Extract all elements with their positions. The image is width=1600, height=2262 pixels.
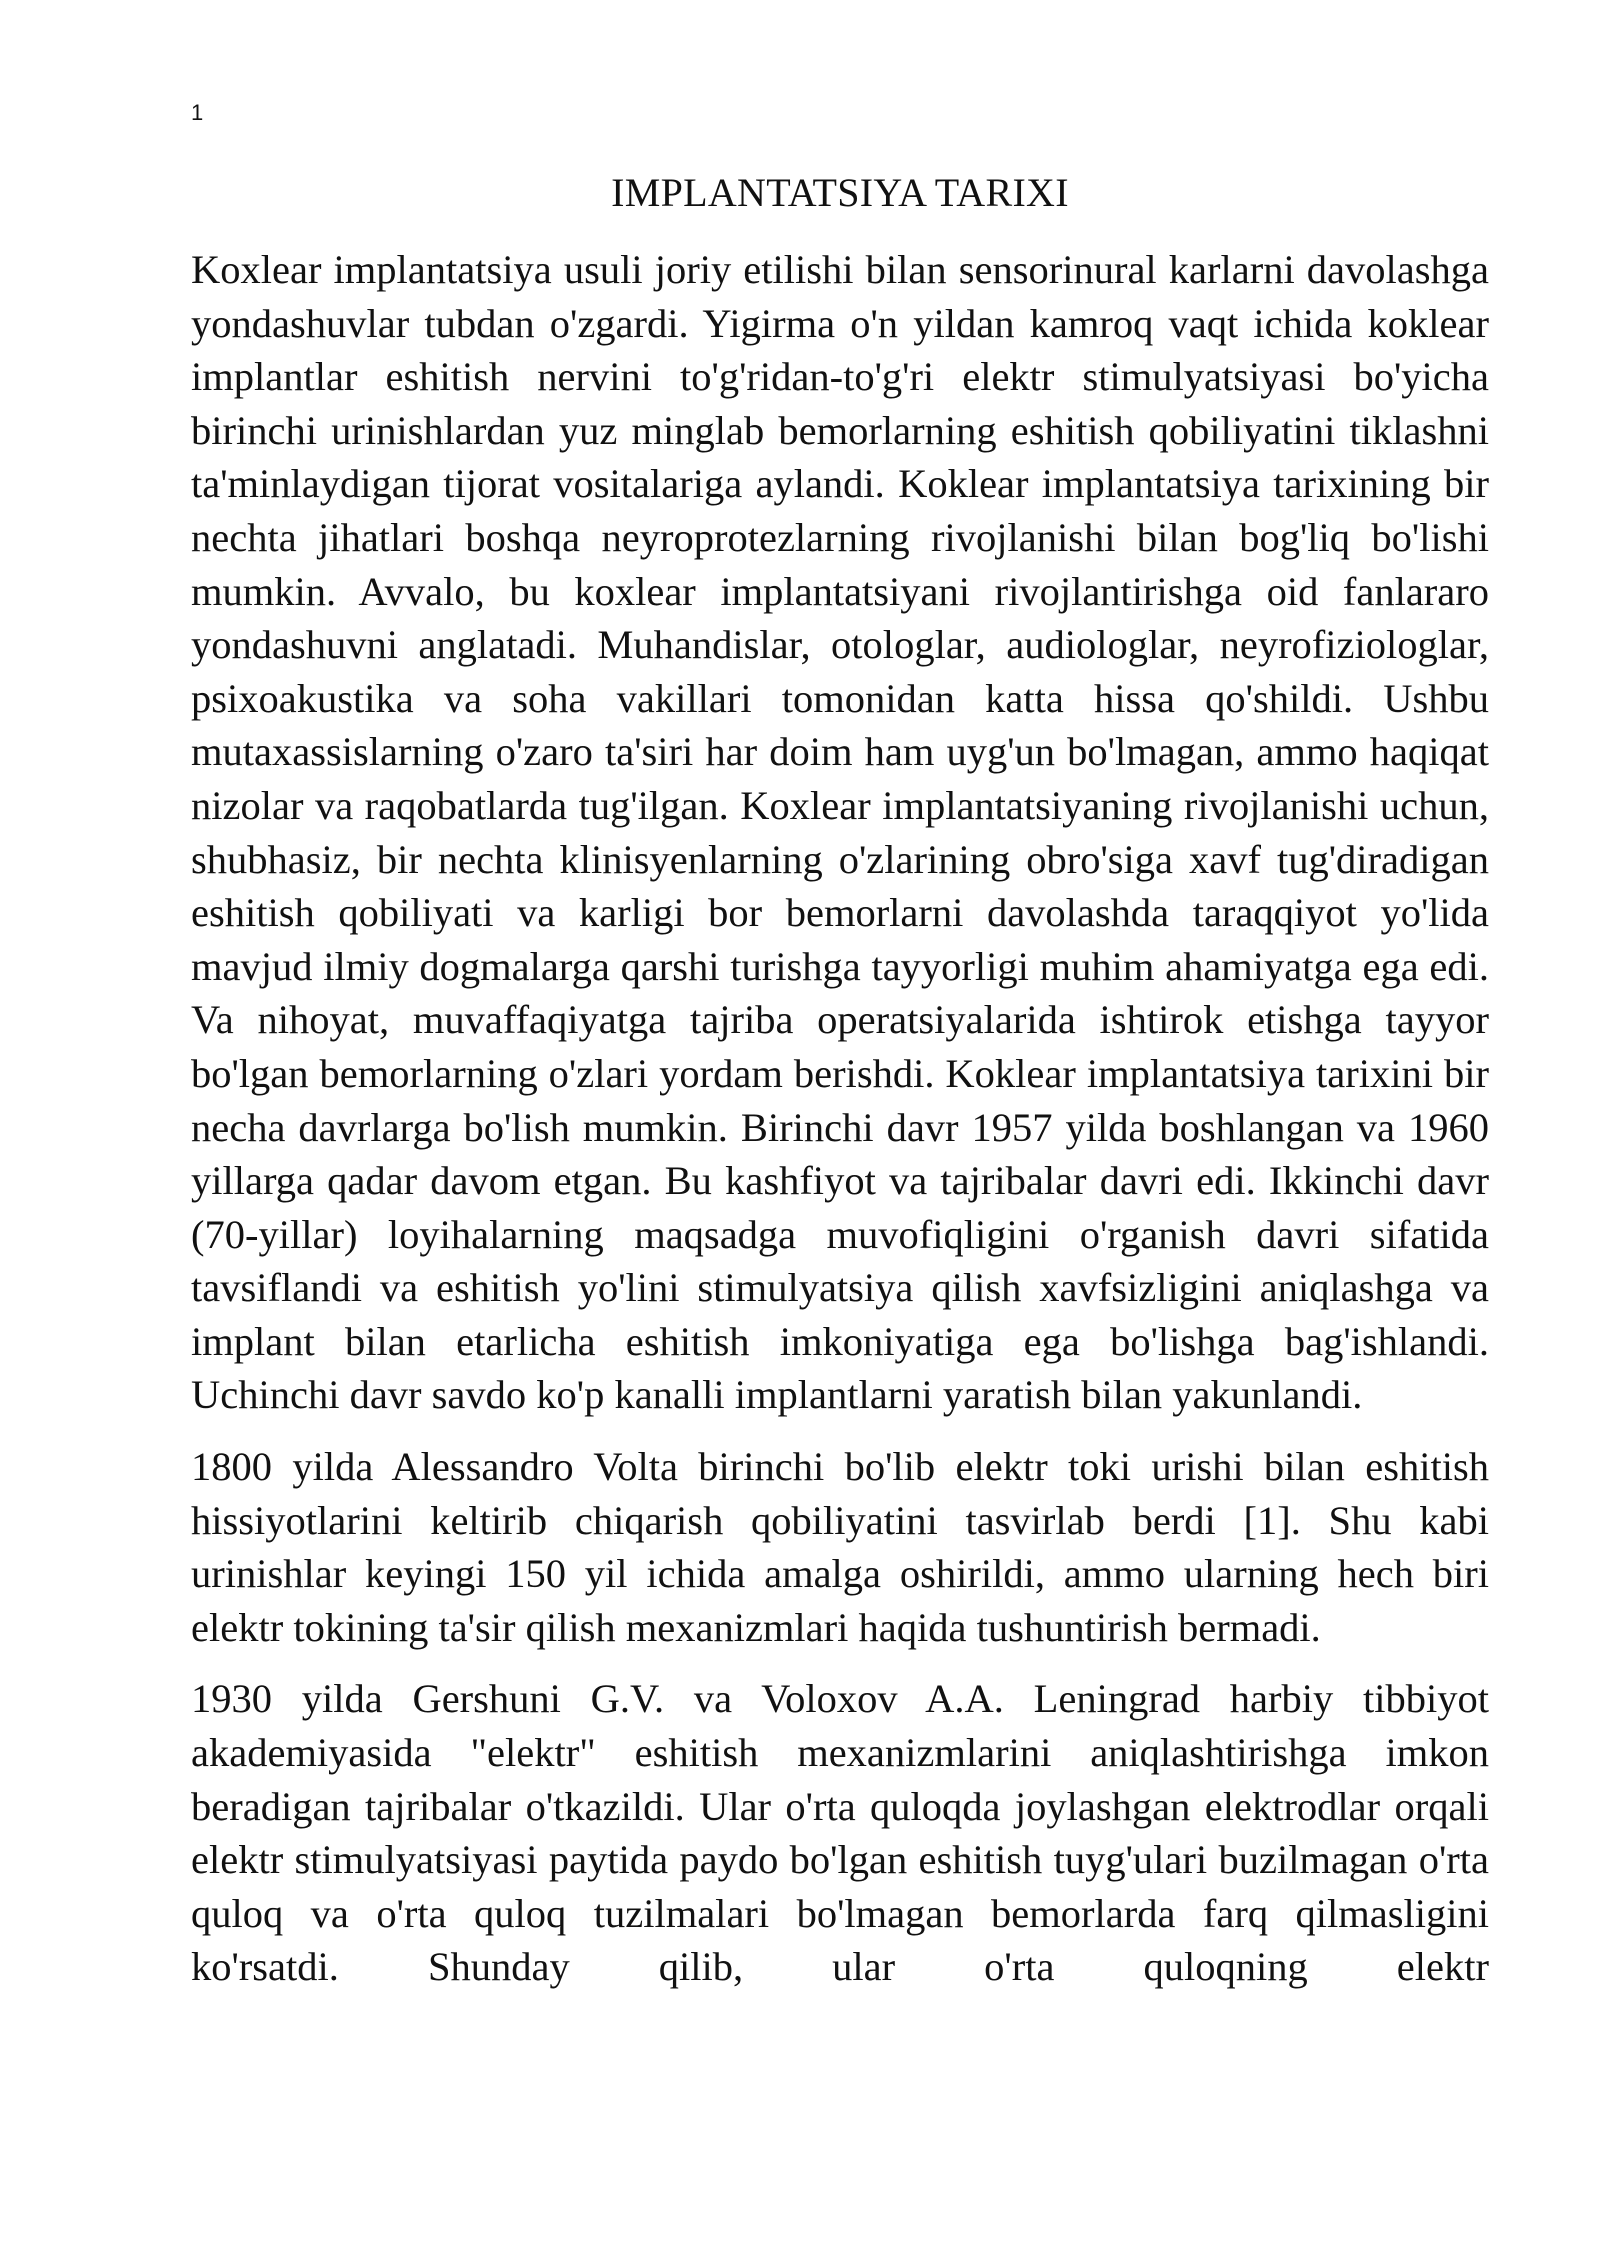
page-number: 1 [191,100,204,125]
document-body [191,243,1489,2012]
paragraph-volta-1800: 1800 yilda Alessandro Volta birinchi bo'lib elektr toki urishi bilan eshitish hissiyotlarini keltirib chiqarish qobiliyatini tasvirlab berdi [1]. Shu kabi urinishlar keyingi 150 yil ichida amalga oshirildi, ammo ularning hech biri elektr tokining ta'sir qilish mexanizmlari haqida tushuntirish bermadi. [191,1444,1489,1650]
paragraph-gershuni-1930: 1930 yilda Gershuni G.V. va Voloxov A.A. Leningrad harbiy tibbiyot akademiyasida "elektr" eshitish mexanizmlarini aniqlashtirishga imkon beradigan tajribalar o'tkazildi. Ular o'rta quloqda joylashgan elektrodlar orqali elektr stimulyatsiyasi paytida paydo bo'lgan eshitish tuyg'ulari buzilmagan o'rta quloq va o'rta quloq tuzilmalari bo'lmagan bemorlarda farq qilmasligini ko'rsatdi. Shunday qilib, ular o'rta quloqning elektr [191,1676,1489,1990]
document-title: IMPLANTATSIYA TARIXI [611,170,1069,215]
paragraph-history-overview: Koxlear implantatsiya usuli joriy etilishi bilan sensorinural karlarni davolashga yondashuvlar tubdan o'zgardi. Yigirma o'n yildan kamroq vaqt ichida koklear implantlar eshitish nervini to'g'ridan-to'g'ri elektr stimulyatsiyasi bo'yicha birinchi urinishlardan yuz minglab bemorlarning eshitish qobiliyatini tiklashni ta'minlaydigan tijorat vositalariga aylandi. Koklear implantatsiya tarixining bir nechta jihatlari boshqa neyroprotezlarning rivojlanishi bilan bog'liq bo'lishi mumkin. Avvalo, bu koxlear implantatsiyani rivojlantirishga oid fanlararo yondashuvni anglatadi. Muhandislar, otologlar, audiologlar, neyrofiziologlar, psixoakustika va soha vakillari tomonidan katta hissa qo'shildi. Ushbu mutaxassislarning o'zaro ta'siri har doim ham uyg'un bo'lmagan, ammo haqiqat nizolar va raqobatlarda tug'ilgan. Koxlear implantatsiyaning rivojlanishi uchun, shubhasiz, bir nechta klinisyenlarning o'zlarining obro'siga xavf tug'diradigan eshitish qobiliyati va karligi bor bemorlarni davolashda taraqqiyot yo'lida mavjud ilmiy dogmalarga qarshi turishga tayyorligi muhim ahamiyatga ega edi. Va nihoyat, muvaffaqiyatga tajriba operatsiyalarida ishtirok etishga tayyor bo'lgan bemorlarning o'zlari yordam berishdi. Koklear implantatsiya tarixini bir necha davrlarga bo'lish mumkin. Birinchi davr 1957 yilda boshlangan va 1960 yillarga qadar davom etgan. Bu kashfiyot va tajribalar davri edi. Ikkinchi davr (70-yillar) loyihalarning maqsadga muvofiqligini o'rganish davri sifatida tavsiflandi va eshitish yo'lini stimulyatsiya qilish xavfsizligini aniqlashga va implant bilan etarlicha eshitish imkoniyatiga ega bo'lishga bag'ishlandi. Uchinchi davr savdo ko'p kanalli implantlarni yaratish bilan yakunlandi. [191,247,1489,1418]
